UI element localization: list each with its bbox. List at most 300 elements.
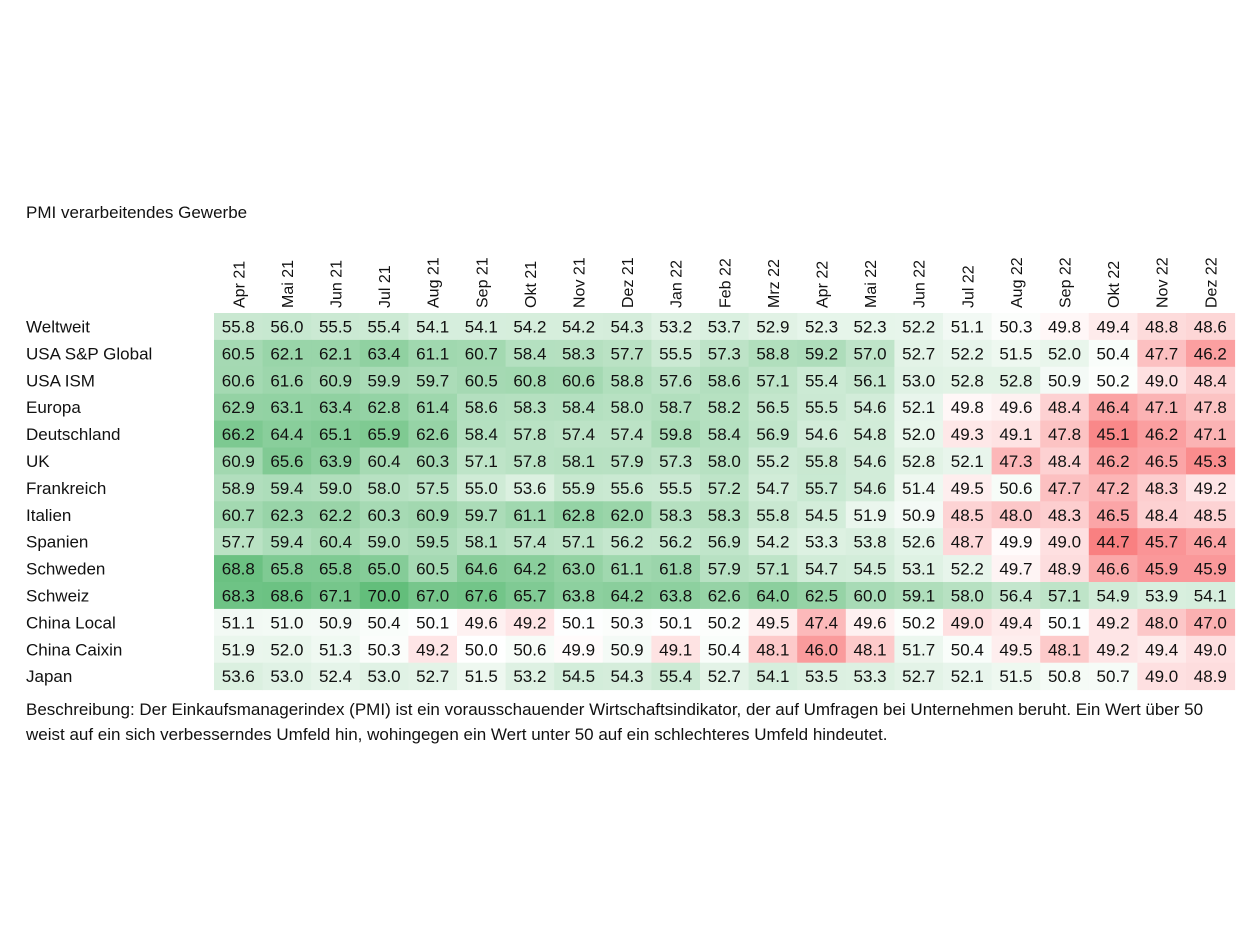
cell-value: 57.1 — [464, 451, 498, 471]
cell-value: 45.1 — [1096, 425, 1130, 445]
cell-value: 52.0 — [270, 640, 304, 660]
cell-value: 52.2 — [950, 559, 984, 579]
cell-value: 53.5 — [804, 667, 839, 687]
cell-value: 52.7 — [902, 667, 936, 687]
cell-value: 59.1 — [902, 586, 936, 606]
column-label: Apr 22 — [814, 260, 832, 308]
cell-value: 62.9 — [221, 398, 255, 418]
cell-value: 60.6 — [221, 371, 255, 391]
cell-value: 51.5 — [999, 667, 1033, 687]
cell-value: 53.2 — [513, 667, 547, 687]
cell-value: 48.9 — [1047, 559, 1082, 579]
cell-value: 52.3 — [804, 317, 839, 337]
cell-value: 60.5 — [464, 371, 498, 391]
cell-value: 47.4 — [804, 613, 839, 633]
cell-value: 59.2 — [804, 344, 839, 364]
cell-value: 62.6 — [416, 425, 450, 445]
cell-value: 60.7 — [221, 505, 255, 525]
cell-value: 57.0 — [853, 344, 887, 364]
cell-value: 57.1 — [1047, 586, 1082, 606]
cell-value: 49.1 — [659, 640, 693, 660]
cell-value: 58.4 — [561, 398, 596, 418]
column-label: Mai 21 — [279, 259, 297, 308]
cell-value: 54.6 — [853, 478, 887, 498]
cell-value: 49.5 — [950, 478, 984, 498]
cell-value: 65.7 — [513, 586, 547, 606]
cell-value: 57.4 — [513, 532, 547, 552]
cell-value: 58.0 — [950, 586, 984, 606]
cell-value: 48.0 — [1145, 613, 1179, 633]
cell-value: 58.6 — [707, 371, 741, 391]
cell-value: 46.5 — [1096, 505, 1130, 525]
cell-value: 54.1 — [464, 317, 498, 337]
cell-value: 58.3 — [707, 505, 741, 525]
cell-value: 53.6 — [513, 478, 547, 498]
cell-value: 56.9 — [707, 532, 741, 552]
cell-value: 58.1 — [561, 451, 596, 471]
cell-value: 48.4 — [1047, 451, 1082, 471]
cell-value: 49.0 — [1047, 532, 1082, 552]
cell-value: 64.0 — [756, 586, 790, 606]
cell-value: 55.5 — [659, 478, 693, 498]
column-label: Mrz 22 — [765, 259, 783, 308]
column-label: Jun 21 — [328, 259, 346, 308]
chart-title: PMI verarbeitendes Gewerbe — [26, 203, 248, 222]
cell-value: 56.2 — [610, 532, 644, 552]
cell-value: 51.9 — [221, 640, 255, 660]
cell-value: 49.9 — [999, 532, 1033, 552]
cell-value: 64.6 — [464, 559, 498, 579]
cell-value: 47.7 — [1145, 344, 1179, 364]
cell-value: 58.0 — [707, 451, 741, 471]
cell-value: 54.1 — [416, 317, 450, 337]
cell-value: 55.8 — [804, 451, 839, 471]
cell-value: 55.5 — [804, 398, 839, 418]
cell-value: 46.2 — [1096, 451, 1130, 471]
cell-value: 50.3 — [999, 317, 1033, 337]
cell-value: 52.8 — [999, 371, 1033, 391]
cell-value: 58.8 — [610, 371, 644, 391]
cell-value: 46.6 — [1096, 559, 1130, 579]
cell-value: 47.1 — [1193, 425, 1227, 445]
cell-value: 61.1 — [416, 344, 450, 364]
row-label: Frankreich — [26, 478, 107, 498]
cell-value: 54.5 — [561, 667, 596, 687]
cell-value: 54.6 — [804, 425, 839, 445]
column-label: Nov 21 — [571, 257, 589, 308]
cell-value: 58.6 — [464, 398, 498, 418]
cell-value: 51.4 — [902, 478, 936, 498]
column-label: Nov 22 — [1154, 257, 1172, 308]
cell-value: 62.0 — [610, 505, 644, 525]
cell-value: 45.3 — [1193, 451, 1227, 471]
cell-value: 66.2 — [221, 425, 255, 445]
cell-value: 58.0 — [610, 398, 644, 418]
row-label: Italien — [26, 505, 72, 525]
cell-value: 58.3 — [513, 398, 547, 418]
cell-value: 65.0 — [367, 559, 401, 579]
cell-value: 61.1 — [513, 505, 547, 525]
cell-value: 54.1 — [1193, 586, 1227, 606]
cell-value: 50.0 — [464, 640, 498, 660]
cell-value: 46.2 — [1193, 344, 1227, 364]
cell-value: 63.1 — [270, 398, 304, 418]
cell-value: 60.4 — [318, 532, 353, 552]
cell-value: 50.3 — [610, 613, 644, 633]
cell-value: 47.0 — [1193, 613, 1227, 633]
cell-value: 50.7 — [1096, 667, 1130, 687]
cell-value: 59.9 — [367, 371, 401, 391]
cell-value: 64.2 — [610, 586, 644, 606]
cell-value: 48.7 — [950, 532, 984, 552]
cell-value: 55.8 — [756, 505, 790, 525]
column-label: Sep 21 — [474, 257, 492, 308]
cell-value: 54.1 — [756, 667, 790, 687]
cell-value: 54.6 — [853, 451, 887, 471]
cell-value: 57.4 — [561, 425, 596, 445]
cell-value: 56.2 — [659, 532, 693, 552]
cell-value: 51.5 — [464, 667, 498, 687]
cell-value: 52.7 — [902, 344, 936, 364]
cell-value: 48.0 — [999, 505, 1033, 525]
cell-value: 53.9 — [1145, 586, 1179, 606]
cell-value: 48.8 — [1145, 317, 1179, 337]
cell-value: 49.0 — [950, 613, 984, 633]
cell-value: 58.4 — [707, 425, 741, 445]
cell-value: 55.5 — [659, 344, 693, 364]
cell-value: 51.3 — [318, 640, 353, 660]
cell-value: 60.7 — [464, 344, 498, 364]
cell-value: 57.8 — [513, 451, 547, 471]
cell-value: 52.0 — [902, 425, 936, 445]
cell-value: 48.5 — [1193, 505, 1227, 525]
cell-value: 48.3 — [1145, 478, 1179, 498]
cell-value: 53.2 — [659, 317, 693, 337]
cell-value: 58.7 — [659, 398, 693, 418]
cell-value: 52.4 — [318, 667, 353, 687]
column-label: Aug 21 — [425, 257, 443, 308]
cell-value: 50.9 — [1047, 371, 1082, 391]
cell-value: 50.3 — [367, 640, 401, 660]
cell-value: 60.3 — [416, 451, 450, 471]
cell-value: 49.5 — [756, 613, 790, 633]
cell-value: 60.3 — [367, 505, 401, 525]
row-label: China Caixin — [26, 640, 123, 660]
cell-value: 55.0 — [464, 478, 498, 498]
cell-value: 50.9 — [902, 505, 936, 525]
cell-value: 59.0 — [367, 532, 401, 552]
cell-value: 53.0 — [270, 667, 304, 687]
cell-value: 53.0 — [367, 667, 401, 687]
column-label: Jul 21 — [377, 265, 395, 308]
cell-value: 58.3 — [659, 505, 693, 525]
cell-value: 45.9 — [1145, 559, 1179, 579]
cell-value: 55.7 — [804, 478, 839, 498]
cell-value: 56.9 — [756, 425, 790, 445]
cell-value: 52.0 — [1047, 344, 1082, 364]
cell-value: 50.4 — [1096, 344, 1130, 364]
cell-value: 49.7 — [999, 559, 1033, 579]
cell-value: 65.8 — [270, 559, 304, 579]
cell-value: 48.6 — [1193, 317, 1227, 337]
cell-value: 53.8 — [853, 532, 887, 552]
cell-value: 53.7 — [707, 317, 741, 337]
cell-value: 49.6 — [464, 613, 498, 633]
cell-value: 51.5 — [999, 344, 1033, 364]
cell-value: 60.0 — [853, 586, 887, 606]
cell-value: 59.7 — [464, 505, 498, 525]
cell-value: 49.2 — [1096, 640, 1130, 660]
cell-value: 49.8 — [950, 398, 984, 418]
cell-value: 56.5 — [756, 398, 790, 418]
cell-value: 50.6 — [513, 640, 547, 660]
cell-value: 58.9 — [221, 478, 255, 498]
cell-value: 57.7 — [610, 344, 644, 364]
cell-value: 65.8 — [318, 559, 353, 579]
cell-value: 57.5 — [416, 478, 450, 498]
cell-value: 62.1 — [270, 344, 304, 364]
cell-value: 50.9 — [610, 640, 644, 660]
cell-value: 70.0 — [367, 586, 401, 606]
cell-value: 48.3 — [1047, 505, 1082, 525]
cell-value: 54.7 — [804, 559, 839, 579]
column-label: Okt 22 — [1106, 260, 1124, 308]
cell-value: 60.6 — [561, 371, 596, 391]
cell-value: 52.7 — [416, 667, 450, 687]
cell-value: 67.0 — [416, 586, 450, 606]
cell-value: 58.1 — [464, 532, 498, 552]
cell-value: 54.9 — [1096, 586, 1130, 606]
cell-value: 54.3 — [610, 667, 644, 687]
cell-value: 46.4 — [1193, 532, 1227, 552]
column-label: Mai 22 — [863, 259, 881, 308]
cell-value: 49.0 — [1193, 640, 1227, 660]
row-label: USA ISM — [26, 371, 95, 391]
cell-value: 67.6 — [464, 586, 498, 606]
cell-value: 53.6 — [221, 667, 255, 687]
cell-value: 61.8 — [659, 559, 693, 579]
column-label: Dez 21 — [620, 257, 638, 308]
column-label: Dez 22 — [1203, 257, 1221, 308]
column-label: Aug 22 — [1008, 257, 1026, 308]
cell-value: 62.8 — [367, 398, 401, 418]
row-label: Weltweit — [26, 317, 90, 337]
cell-value: 64.2 — [513, 559, 547, 579]
cell-value: 56.0 — [270, 317, 304, 337]
cell-value: 61.1 — [610, 559, 644, 579]
cell-value: 54.3 — [610, 317, 644, 337]
row-label: UK — [26, 451, 50, 471]
column-label: Feb 22 — [717, 258, 735, 308]
cell-value: 58.8 — [756, 344, 790, 364]
cell-value: 65.9 — [367, 425, 401, 445]
cell-value: 52.2 — [902, 317, 936, 337]
cell-value: 61.4 — [416, 398, 450, 418]
cell-value: 55.4 — [804, 371, 839, 391]
cell-value: 46.4 — [1096, 398, 1130, 418]
cell-value: 46.0 — [804, 640, 839, 660]
cell-value: 49.4 — [999, 613, 1033, 633]
cell-value: 51.9 — [853, 505, 887, 525]
cell-value: 52.2 — [950, 344, 984, 364]
cell-value: 47.8 — [1193, 398, 1227, 418]
cell-value: 50.2 — [1096, 371, 1130, 391]
cell-value: 50.1 — [416, 613, 450, 633]
cell-value: 55.6 — [610, 478, 644, 498]
cell-value: 60.8 — [513, 371, 547, 391]
cell-value: 62.8 — [561, 505, 596, 525]
cell-value: 54.5 — [853, 559, 887, 579]
cell-value: 55.5 — [318, 317, 353, 337]
cell-value: 52.1 — [950, 667, 984, 687]
cell-value: 60.4 — [367, 451, 401, 471]
cell-value: 58.2 — [707, 398, 741, 418]
cell-value: 57.3 — [659, 451, 693, 471]
cell-value: 52.8 — [950, 371, 984, 391]
cell-value: 62.1 — [318, 344, 353, 364]
cell-value: 59.4 — [270, 532, 304, 552]
cell-value: 47.8 — [1047, 425, 1082, 445]
cell-value: 57.3 — [707, 344, 741, 364]
cell-value: 59.8 — [659, 425, 693, 445]
cell-value: 52.1 — [950, 451, 984, 471]
cell-value: 50.6 — [999, 478, 1033, 498]
cell-value: 53.1 — [902, 559, 936, 579]
column-label: Jun 22 — [911, 259, 929, 308]
cell-value: 56.4 — [999, 586, 1033, 606]
cell-value: 49.9 — [561, 640, 596, 660]
cell-value: 50.4 — [707, 640, 741, 660]
cell-value: 47.2 — [1096, 478, 1130, 498]
cell-value: 51.0 — [270, 613, 304, 633]
cell-value: 57.1 — [756, 371, 790, 391]
row-label: Deutschland — [26, 425, 121, 445]
cell-value: 53.0 — [902, 371, 936, 391]
cell-value: 52.8 — [902, 451, 936, 471]
cell-value: 48.1 — [756, 640, 790, 660]
cell-value: 59.5 — [416, 532, 450, 552]
cell-value: 62.2 — [318, 505, 353, 525]
cell-value: 49.3 — [950, 425, 984, 445]
cell-value: 63.4 — [367, 344, 401, 364]
cell-value: 68.8 — [221, 559, 255, 579]
cell-value: 55.4 — [659, 667, 693, 687]
cell-value: 55.9 — [561, 478, 596, 498]
row-label: Japan — [26, 667, 73, 687]
cell-value: 53.3 — [804, 532, 839, 552]
cell-value: 50.1 — [561, 613, 596, 633]
cell-value: 50.2 — [902, 613, 936, 633]
cell-value: 48.9 — [1193, 667, 1227, 687]
cell-value: 49.2 — [513, 613, 547, 633]
cell-value: 50.8 — [1047, 667, 1082, 687]
cell-value: 52.6 — [902, 532, 936, 552]
footnote-description: Beschreibung: Der Einkaufsmanagerindex (PMI) ist ein vorausschauender Wirtschaftsindikator, der auf Umfragen bei Unternehmen beruht. Ein Wert über 50 weist auf ein sich verbesserndes Umfeld hin, wohingegen ein Wert unter 50 auf ein schlechteres Umfeld hindeutet. — [26, 700, 1204, 744]
cell-value: 50.9 — [318, 613, 353, 633]
column-label: Jul 22 — [960, 265, 978, 308]
cell-value: 65.6 — [270, 451, 304, 471]
row-label: Schweiz — [26, 586, 90, 606]
row-label: USA S&P Global — [26, 344, 153, 364]
cell-value: 57.9 — [707, 559, 741, 579]
cell-value: 49.2 — [1096, 613, 1130, 633]
cell-value: 54.2 — [756, 532, 790, 552]
cell-value: 64.4 — [270, 425, 304, 445]
cell-value: 52.3 — [853, 317, 887, 337]
cell-value: 58.4 — [464, 425, 498, 445]
cell-value: 63.4 — [318, 398, 353, 418]
row-label: Schweden — [26, 559, 106, 579]
column-label: Okt 21 — [522, 260, 540, 308]
cell-value: 46.5 — [1145, 451, 1179, 471]
row-label: Spanien — [26, 532, 89, 552]
cell-value: 60.5 — [221, 344, 255, 364]
cell-value: 52.7 — [707, 667, 741, 687]
cell-value: 49.6 — [853, 613, 887, 633]
cell-value: 51.1 — [221, 613, 255, 633]
cell-value: 54.5 — [804, 505, 839, 525]
cell-value: 65.1 — [318, 425, 353, 445]
cell-value: 53.3 — [853, 667, 887, 687]
cell-value: 50.4 — [367, 613, 401, 633]
cell-value: 49.8 — [1047, 317, 1082, 337]
cell-value: 59.0 — [318, 478, 353, 498]
cell-value: 68.6 — [270, 586, 304, 606]
cell-value: 49.5 — [999, 640, 1033, 660]
cell-value: 57.1 — [756, 559, 790, 579]
cell-value: 45.9 — [1193, 559, 1227, 579]
cell-value: 51.1 — [950, 317, 984, 337]
cell-value: 61.6 — [270, 371, 304, 391]
cell-value: 58.4 — [513, 344, 547, 364]
cell-value: 54.2 — [561, 317, 596, 337]
cell-value: 58.3 — [561, 344, 596, 364]
cell-value: 49.4 — [1096, 317, 1130, 337]
row-label: Europa — [26, 398, 81, 418]
cell-value: 57.4 — [610, 425, 644, 445]
cell-value: 60.9 — [221, 451, 255, 471]
cell-value: 48.4 — [1193, 371, 1227, 391]
cell-value: 47.7 — [1047, 478, 1082, 498]
cell-value: 56.1 — [853, 371, 887, 391]
cell-value: 57.9 — [610, 451, 644, 471]
cell-value: 49.2 — [416, 640, 450, 660]
cell-value: 49.0 — [1145, 667, 1179, 687]
cell-value: 50.4 — [950, 640, 984, 660]
row-label: China Local — [26, 613, 116, 633]
cell-value: 58.0 — [367, 478, 401, 498]
cell-value: 55.8 — [221, 317, 255, 337]
cell-value: 48.1 — [853, 640, 887, 660]
cell-value: 63.8 — [659, 586, 693, 606]
cell-value: 50.1 — [659, 613, 693, 633]
cell-value: 63.9 — [318, 451, 353, 471]
cell-value: 44.7 — [1096, 532, 1130, 552]
cell-value: 52.1 — [902, 398, 936, 418]
cell-value: 62.5 — [804, 586, 839, 606]
column-label: Apr 21 — [231, 260, 249, 308]
column-label: Jan 22 — [668, 259, 686, 308]
cell-value: 59.7 — [416, 371, 450, 391]
cell-value: 57.1 — [561, 532, 596, 552]
cell-value: 57.8 — [513, 425, 547, 445]
cell-value: 47.1 — [1145, 398, 1179, 418]
cell-value: 57.6 — [659, 371, 693, 391]
cell-value: 54.7 — [756, 478, 790, 498]
cell-value: 59.4 — [270, 478, 304, 498]
cell-value: 57.2 — [707, 478, 741, 498]
cell-value: 60.9 — [318, 371, 353, 391]
